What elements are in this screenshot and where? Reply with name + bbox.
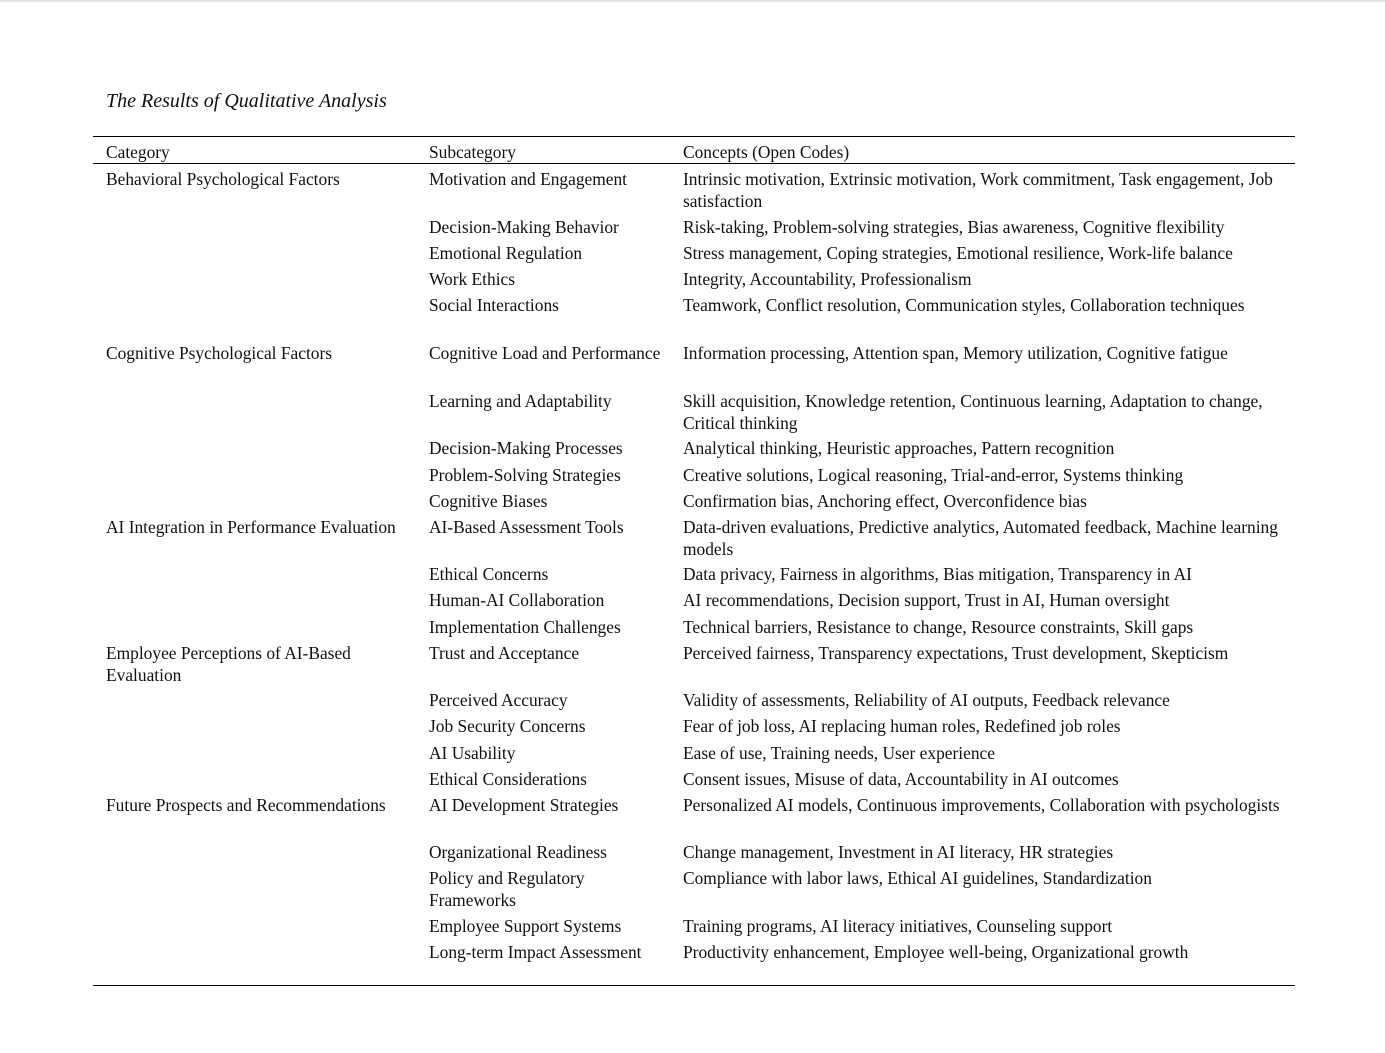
subcategory-cell: Ethical Considerations [429,769,587,789]
subcategory-cell: Learning and Adaptability [429,391,612,411]
concepts-cell: Fear of job loss, AI replacing human roles, Redefined job roles [683,716,1121,736]
subcategory-cell: Implementation Challenges [429,617,621,637]
header-subcategory: Subcategory [429,142,516,162]
concepts-cell: Personalized AI models, Continuous improvements, Collaboration with psychologists [683,795,1280,815]
subcategory-cell: AI-Based Assessment Tools [429,517,624,537]
subcategory-cell: Cognitive Load and Performance [429,343,661,363]
concepts-cell: Compliance with labor laws, Ethical AI guidelines, Standardization [683,868,1152,888]
concepts-cell: Integrity, Accountability, Professionalism [683,269,972,289]
concepts-cell: Stress management, Coping strategies, Emotional resilience, Work-life balance [683,243,1233,263]
table-bottom-rule [93,985,1295,986]
header-category: Category [106,142,170,162]
concepts-cell: Perceived fairness, Transparency expectations, Trust development, Skepticism [683,643,1229,663]
category-cell: Employee Perceptions of AI-Based Evaluation [106,643,351,685]
category-cell: AI Integration in Performance Evaluation [106,517,396,537]
concepts-cell: Validity of assessments, Reliability of AI outputs, Feedback relevance [683,690,1170,710]
window-top-edge [0,0,1385,3]
concepts-cell: Data-driven evaluations, Predictive analytics, Automated feedback, Machine learning models [683,517,1278,559]
concepts-cell: Intrinsic motivation, Extrinsic motivation, Work commitment, Task engagement, Job satisfaction [683,169,1273,211]
subcategory-cell: Job Security Concerns [429,716,586,736]
concepts-cell: Consent issues, Misuse of data, Accountability in AI outcomes [683,769,1119,789]
subcategory-cell: Problem-Solving Strategies [429,465,621,485]
subcategory-cell: Organizational Readiness [429,842,607,862]
subcategory-cell: Decision-Making Behavior [429,217,619,237]
subcategory-cell: Social Interactions [429,295,559,315]
subcategory-cell: Trust and Acceptance [429,643,580,663]
subcategory-cell: AI Usability [429,743,516,763]
category-cell: Cognitive Psychological Factors [106,343,333,363]
subcategory-cell: Human-AI Collaboration [429,590,605,610]
subcategory-cell: Employee Support Systems [429,916,622,936]
subcategory-cell: Cognitive Biases [429,491,548,511]
concepts-cell: Technical barriers, Resistance to change, Resource constraints, Skill gaps [683,617,1194,637]
table-header-rule [93,163,1295,164]
category-cell: Future Prospects and Recommendations [106,795,386,815]
subcategory-cell: AI Development Strategies [429,795,619,815]
subcategory-cell: Emotional Regulation [429,243,583,263]
concepts-cell: Analytical thinking, Heuristic approaches, Pattern recognition [683,438,1115,458]
concepts-cell: Risk-taking, Problem-solving strategies, Bias awareness, Cognitive flexibility [683,217,1225,237]
concepts-cell: Skill acquisition, Knowledge retention, Continuous learning, Adaptation to change, Critical thinking [683,391,1263,433]
concepts-cell: Teamwork, Conflict resolution, Communication styles, Collaboration techniques [683,295,1245,315]
table-caption: The Results of Qualitative Analysis [106,90,387,112]
subcategory-cell: Motivation and Engagement [429,169,628,189]
subcategory-cell: Policy and Regulatory Frameworks [429,868,585,910]
concepts-cell: Data privacy, Fairness in algorithms, Bias mitigation, Transparency in AI [683,564,1192,584]
concepts-cell: Productivity enhancement, Employee well-being, Organizational growth [683,942,1189,962]
subcategory-cell: Work Ethics [429,269,516,289]
category-cell: Behavioral Psychological Factors [106,169,340,189]
concepts-cell: Training programs, AI literacy initiatives, Counseling support [683,916,1113,936]
concepts-cell: Change management, Investment in AI literacy, HR strategies [683,842,1114,862]
header-concepts: Concepts (Open Codes) [683,142,850,162]
concepts-cell: Confirmation bias, Anchoring effect, Overconfidence bias [683,491,1087,511]
concepts-cell: Information processing, Attention span, Memory utilization, Cognitive fatigue [683,343,1228,363]
concepts-cell: AI recommendations, Decision support, Trust in AI, Human oversight [683,590,1170,610]
subcategory-cell: Decision-Making Processes [429,438,623,458]
subcategory-cell: Ethical Concerns [429,564,549,584]
concepts-cell: Ease of use, Training needs, User experience [683,743,995,763]
concepts-cell: Creative solutions, Logical reasoning, Trial-and-error, Systems thinking [683,465,1184,485]
subcategory-cell: Long-term Impact Assessment [429,942,642,962]
subcategory-cell: Perceived Accuracy [429,690,568,710]
table-top-rule [93,136,1295,137]
